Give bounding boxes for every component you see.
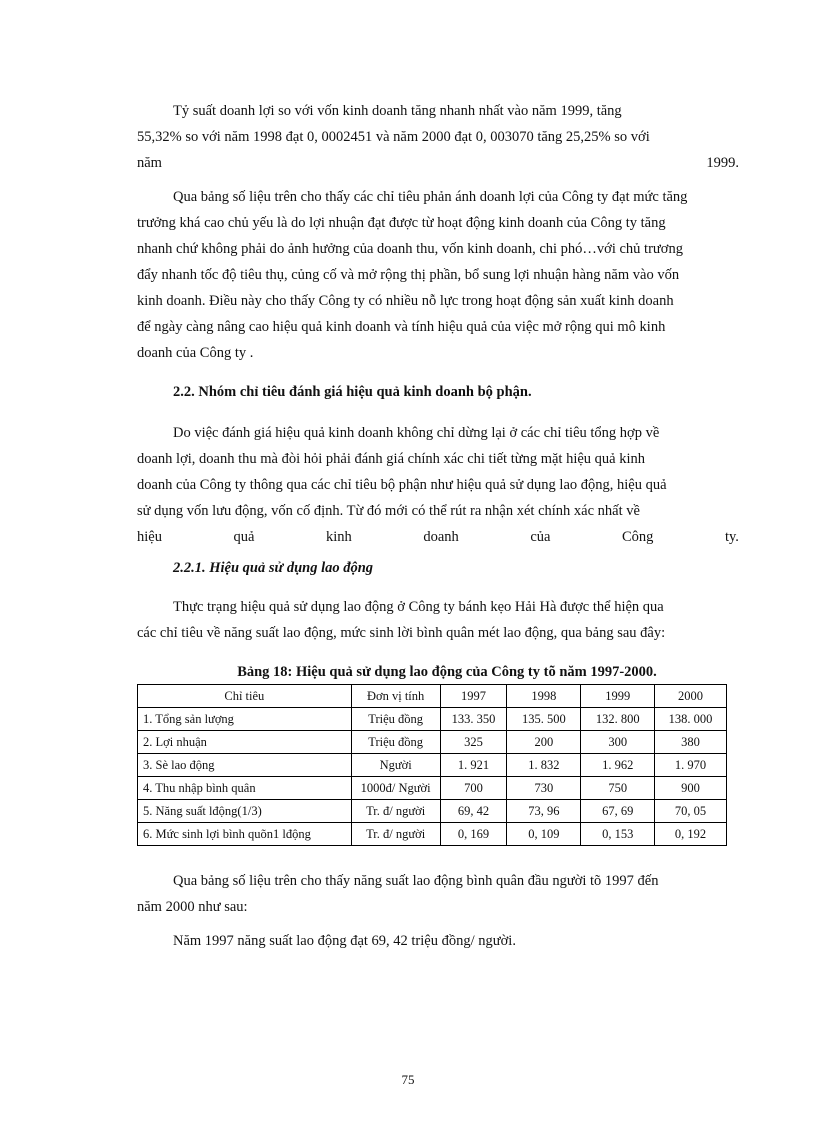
text-line: sử dụng vốn lưu động, vốn cố định. Từ đó mới có thể rút ra nhận xét chính xác nhất về [137, 503, 640, 519]
text-word: ty. [724, 529, 739, 545]
text-word: kinh [326, 529, 352, 545]
table-cell: 3. Sè lao động [138, 754, 352, 777]
table-cell: 1. Tổng sản lượng [138, 708, 352, 731]
text-line: Qua bảng số liệu trên cho thấy các chỉ tiêu phản ánh doanh lợi của Công ty đạt mức tăng [173, 189, 688, 205]
table-cell: Tr. đ/ người [351, 823, 440, 846]
paragraph-nhan-xet-doanh-loi [137, 184, 739, 366]
table-cell: 133. 350 [440, 708, 507, 731]
column-header: Chỉ tiêu [138, 685, 352, 708]
table-row [138, 777, 727, 800]
table-row [138, 731, 727, 754]
table-cell: 0, 192 [655, 823, 727, 846]
table-cell: Tr. đ/ người [351, 800, 440, 823]
table-cell: 0, 153 [581, 823, 655, 846]
text-line [137, 524, 739, 550]
table-cell: 1000đ/ Người [351, 777, 440, 800]
text-word: quả [233, 529, 255, 545]
text-word: doanh [423, 529, 459, 545]
page-number: 75 [401, 1072, 415, 1087]
section-heading-2-2: 2.2. Nhóm chỉ tiêu đánh giá hiệu quả kinh doanh bộ phận. [173, 384, 532, 400]
table-row [138, 800, 727, 823]
table-cell: 325 [440, 731, 507, 754]
text-line: doanh của Công ty . [137, 345, 254, 361]
table-cell: 380 [655, 731, 727, 754]
text-line: năm 2000 như sau: [137, 899, 248, 915]
table-cell: 300 [581, 731, 655, 754]
table-cell: 6. Mức sinh lợi bình quõn1 lđộng [138, 823, 352, 846]
table-cell: 73, 96 [507, 800, 581, 823]
table-cell: 138. 000 [655, 708, 727, 731]
table-cell: 135. 500 [507, 708, 581, 731]
table-cell: 67, 69 [581, 800, 655, 823]
text-word: năm [137, 155, 162, 171]
paragraph-thuc-trang [137, 594, 739, 646]
table-row [138, 823, 727, 846]
table-cell: 0, 109 [507, 823, 581, 846]
text-word: của [530, 529, 551, 545]
text-line: doanh của Công ty thông qua các chỉ tiêu bộ phận như hiệu quả sử dụng lao động, hiệu quả [137, 477, 667, 493]
table-cell: 4. Thu nhập bình quân [138, 777, 352, 800]
column-header: 1999 [581, 685, 655, 708]
paragraph-nam-1997 [137, 928, 739, 954]
table-cell: 132. 800 [581, 708, 655, 731]
table-cell: 5. Năng suất lđộng(1/3) [138, 800, 352, 823]
paragraph-doanh-loi-von [137, 98, 739, 176]
text-line [137, 150, 739, 176]
text-line: Tỷ suất doanh lợi so với vốn kinh doanh tăng nhanh nhất vào năm 1999, tăng [173, 103, 622, 119]
table-cell: 0, 169 [440, 823, 507, 846]
table-cell: 1. 832 [507, 754, 581, 777]
table-cell: 70, 05 [655, 800, 727, 823]
table-row [138, 708, 727, 731]
section-heading-2-2-1: 2.2.1. Hiệu quả sử dụng lao động [173, 560, 374, 576]
column-header: 1997 [440, 685, 507, 708]
table-cell: 700 [440, 777, 507, 800]
column-header: 1998 [507, 685, 581, 708]
column-header: Đơn vị tính [351, 685, 440, 708]
paragraph-nang-suat [137, 868, 739, 920]
table-cell: 900 [655, 777, 727, 800]
text-line: Do việc đánh giá hiệu quả kinh doanh không chỉ dừng lại ở các chỉ tiêu tổng hợp về [173, 425, 660, 441]
text-line: các chỉ tiêu về năng suất lao động, mức sinh lời bình quân mét lao động, qua bảng sau đây: [137, 625, 666, 641]
table-cell: 1. 962 [581, 754, 655, 777]
table-cell: 2. Lợi nhuận [138, 731, 352, 754]
text-line: để ngày càng nâng cao hiệu quả kinh doanh và tính hiệu quả của việc mở rộng qui mô kinh [137, 319, 666, 335]
table-title: Bảng 18: Hiệu quả sử dụng lao động của Công ty tõ năm 1997-2000. [237, 664, 657, 680]
text-line: Qua bảng số liệu trên cho thấy năng suất lao động bình quân đầu người tõ 1997 đến [173, 873, 659, 889]
text-word: hiệu [137, 529, 162, 545]
column-header: 2000 [655, 685, 727, 708]
text-line: nhanh chứ không phải do ảnh hưởng của doanh thu, vốn kinh doanh, chi phó…với chủ trương [137, 241, 683, 257]
text-line: doanh lợi, doanh thu mà đòi hỏi phải đánh giá chính xác chi tiết từng mặt hiệu quả kinh [137, 451, 646, 467]
text-word: Công [621, 529, 654, 545]
table-cell: 750 [581, 777, 655, 800]
table-cell: 200 [507, 731, 581, 754]
text-word: 1999. [706, 155, 739, 171]
paragraph-danh-gia-bo-phan [137, 420, 739, 550]
table-cell: 69, 42 [440, 800, 507, 823]
table-cell: 1. 970 [655, 754, 727, 777]
table-cell: Triệu đồng [351, 731, 440, 754]
text-line: Thực trạng hiệu quả sử dụng lao động ở Công ty bánh kẹo Hải Hà được thể hiện qua [173, 599, 664, 615]
table-cell: Người [351, 754, 440, 777]
text-line: Năm 1997 năng suất lao động đạt 69, 42 triệu đồng/ người. [173, 933, 516, 949]
table-row [138, 754, 727, 777]
table-cell: Triệu đồng [351, 708, 440, 731]
table-header-row [138, 685, 727, 708]
table-cell: 1. 921 [440, 754, 507, 777]
table-cell: 730 [507, 777, 581, 800]
text-line: đẩy nhanh tốc độ tiêu thụ, củng cố và mở rộng thị phần, bổ sung lợi nhuận hàng năm vào vốn [137, 267, 680, 283]
text-line: 55,32% so với năm 1998 đạt 0, 0002451 và năm 2000 đạt 0, 003070 tăng 25,25% so với [137, 129, 650, 145]
text-line: trưởng khá cao chủ yếu là do lợi nhuận đạt được từ hoạt động kinh doanh của Công ty tăng [137, 215, 666, 231]
labor-efficiency-table [137, 684, 727, 846]
text-line: kinh doanh. Điều này cho thấy Công ty có nhiều nỗ lực trong hoạt động sản xuất kinh doanh [137, 293, 674, 309]
